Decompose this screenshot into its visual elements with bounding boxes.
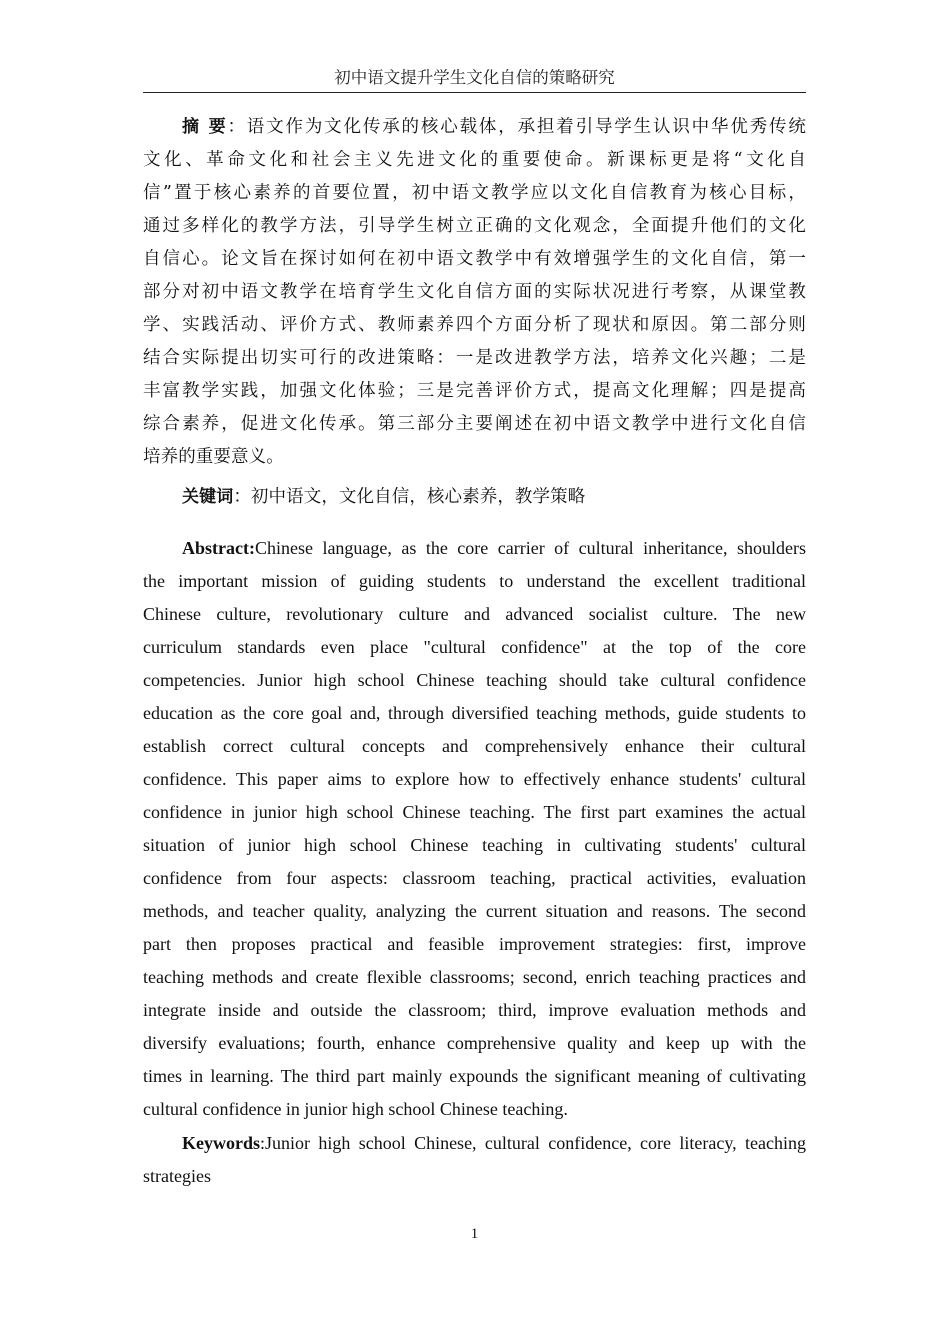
en-abstract-line: confidence from four aspects: classroom teaching, practical activities, evaluation — [143, 868, 806, 888]
en-abstract-line: times in learning. The third part mainly expounds the significant meaning of cultivating — [143, 1066, 806, 1086]
en-abstract-line: competencies. Junior high school Chinese teaching should take cultural confidence — [143, 670, 806, 690]
en-abstract-line: situation of junior high school Chinese teaching in cultivating students' cultural — [143, 835, 806, 855]
cn-abstract — [143, 111, 806, 474]
cn-keywords: 关键词：初中语文，文化自信，核心素养，教学策略 — [182, 487, 586, 507]
en-abstract-line: cultural confidence in junior high school Chinese teaching. — [143, 1099, 568, 1119]
en-abstract-line: confidence in junior high school Chinese teaching. The first part examines the actual — [143, 802, 806, 822]
page-number: 1 — [470, 1226, 479, 1242]
en-abstract-line: education as the core goal and, through diversified teaching methods, guide students to — [143, 703, 806, 723]
en-abstract-line: Abstract:Chinese language, as the core carrier of cultural inheritance, shoulders — [182, 538, 806, 558]
cn-abstract-line: 结合实际提出切实可行的改进策略：一是改进教学方法，培养文化兴趣；二是 — [143, 348, 806, 368]
cn-abstract-label: 摘 要 — [182, 117, 228, 137]
en-abstract-line: diversify evaluations; fourth, enhance comprehensive quality and keep up with the — [143, 1033, 806, 1053]
cn-keywords-text: 初中语文，文化自信，核心素养，教学策略 — [250, 487, 586, 507]
en-keywords-label: Keywords — [182, 1133, 260, 1153]
en-abstract-line: curriculum standards even place "cultural confidence" at the top of the core — [143, 637, 806, 657]
en-abstract-label: Abstract: — [182, 538, 255, 558]
cn-abstract-line: 文化、革命文化和社会主义先进文化的重要使命。新课标更是将“文化自 — [143, 150, 806, 170]
cn-abstract-line: 培养的重要意义。 — [143, 447, 284, 467]
en-abstract-line: establish correct cultural concepts and comprehensively enhance their cultural — [143, 736, 806, 756]
en-abstract-line: integrate inside and outside the classroom; third, improve evaluation methods and — [143, 1000, 806, 1020]
cn-abstract-line: 信”置于核心素养的首要位置，初中语文教学应以文化自信教育为核心目标， — [143, 183, 806, 203]
en-abstract-line: methods, and teacher quality, analyzing the current situation and reasons. The second — [143, 901, 806, 921]
cn-abstract-line: 丰富教学实践，加强文化体验；三是完善评价方式，提高文化理解；四是提高 — [143, 381, 806, 401]
cn-abstract-line: 综合素养，促进文化传承。第三部分主要阐述在初中语文教学中进行文化自信 — [143, 414, 806, 434]
running-header: 初中语文提升学生文化自信的策略研究 — [334, 68, 615, 87]
en-abstract-line: Chinese culture, revolutionary culture and advanced socialist culture. The new — [143, 604, 806, 624]
en-abstract — [143, 532, 806, 1126]
en-abstract-line: teaching methods and create flexible classrooms; second, enrich teaching practices and — [143, 967, 806, 987]
cn-abstract-line: 自信心。论文旨在探讨如何在初中语文教学中有效增强学生的文化自信，第一 — [143, 249, 806, 269]
cn-keywords-label: 关键词 — [182, 487, 234, 507]
en-abstract-line: the important mission of guiding students to understand the excellent traditional — [143, 571, 806, 591]
cn-abstract-line: 通过多样化的教学方法，引导学生树立正确的文化观念，全面提升他们的文化 — [143, 216, 806, 236]
en-abstract-line: part then proposes practical and feasible improvement strategies: first, improve — [143, 934, 806, 954]
cn-abstract-line: 摘 要：语文作为文化传承的核心载体，承担着引导学生认识中华优秀传统 — [182, 117, 806, 137]
cn-abstract-line: 学、实践活动、评价方式、教师素养四个方面分析了现状和原因。第二部分则 — [143, 315, 806, 335]
header-rule — [143, 92, 806, 93]
cn-abstract-line: 部分对初中语文教学在培育学生文化自信方面的实际状况进行考察，从课堂教 — [143, 282, 806, 302]
en-keywords: Keywords:Junior high school Chinese, cultural confidence, core literacy, teaching strategies — [143, 1133, 806, 1186]
en-abstract-line: confidence. This paper aims to explore how to effectively enhance students' cultural — [143, 769, 806, 789]
